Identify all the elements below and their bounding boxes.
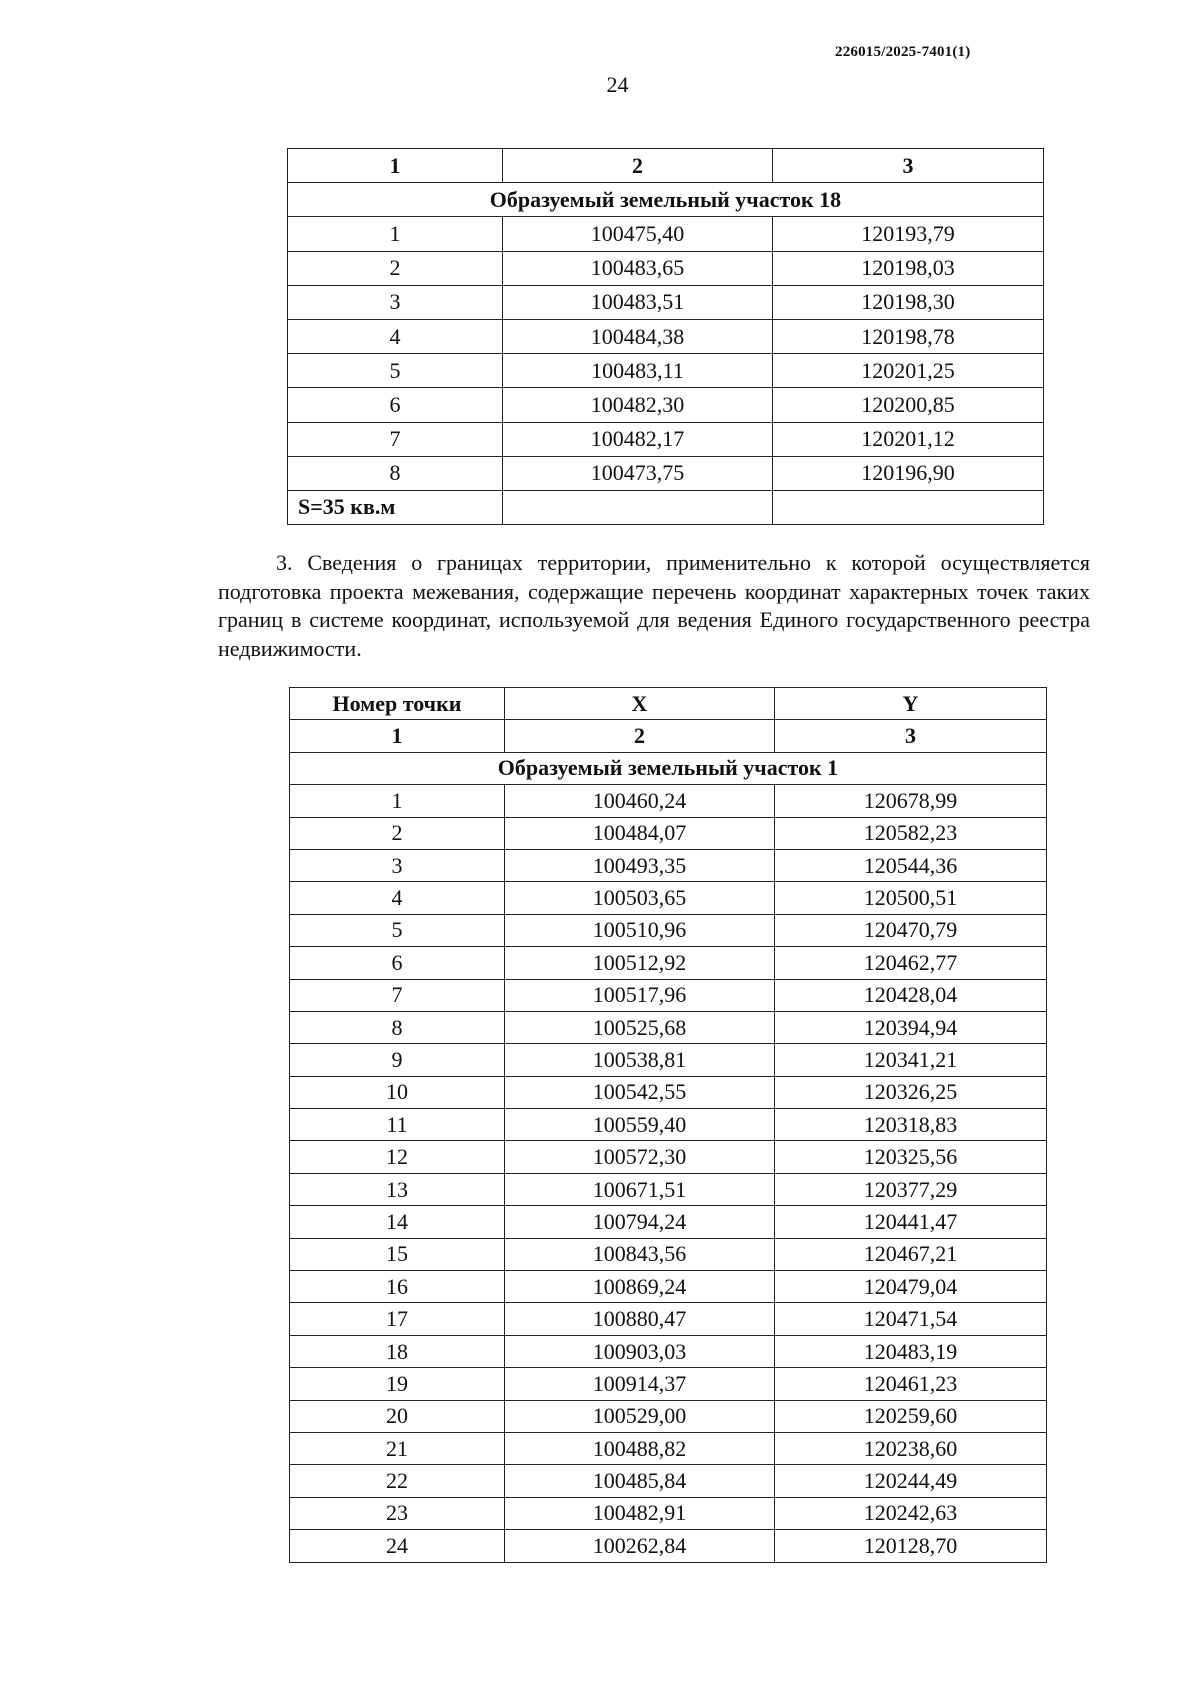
area-row xyxy=(288,490,1044,524)
point-number-cell: 10 xyxy=(290,1076,505,1108)
table-row xyxy=(290,1465,1047,1497)
table-row xyxy=(290,817,1047,849)
x-coordinate-cell: 100525,68 xyxy=(505,1011,775,1043)
y-coordinate-cell: 120196,90 xyxy=(773,456,1044,490)
x-coordinate-cell: 100529,00 xyxy=(505,1400,775,1432)
table-row xyxy=(290,1173,1047,1205)
empty-cell xyxy=(773,490,1044,524)
x-coordinate-cell: 100538,81 xyxy=(505,1044,775,1076)
y-coordinate-cell: 120500,51 xyxy=(775,882,1047,914)
y-coordinate-cell: 120244,49 xyxy=(775,1465,1047,1497)
section-title: Образуемый земельный участок 18 xyxy=(288,183,1044,217)
point-number-cell: 4 xyxy=(288,319,503,353)
area-value: S=35 кв.м xyxy=(288,490,503,524)
column-number-cell: 2 xyxy=(503,149,773,183)
table-row xyxy=(290,1303,1047,1335)
column-number-cell: 3 xyxy=(775,720,1047,752)
table-row xyxy=(290,1076,1047,1108)
table-row xyxy=(288,285,1044,319)
point-number-cell: 1 xyxy=(288,217,503,251)
x-coordinate-cell: 100671,51 xyxy=(505,1173,775,1205)
y-coordinate-cell: 120582,23 xyxy=(775,817,1047,849)
table-row xyxy=(290,1335,1047,1367)
x-coordinate-cell: 100262,84 xyxy=(505,1530,775,1562)
x-coordinate-cell: 100493,35 xyxy=(505,849,775,881)
document-registration-number: 226015/2025-7401(1) xyxy=(835,44,971,60)
y-coordinate-cell: 120201,12 xyxy=(773,422,1044,456)
table-row xyxy=(290,849,1047,881)
x-coordinate-cell: 100503,65 xyxy=(505,882,775,914)
x-coordinate-cell: 100880,47 xyxy=(505,1303,775,1335)
y-coordinate-cell: 120441,47 xyxy=(775,1206,1047,1238)
point-number-cell: 15 xyxy=(290,1238,505,1270)
y-coordinate-cell: 120462,77 xyxy=(775,947,1047,979)
column-number-row xyxy=(288,149,1044,183)
y-coordinate-cell: 120325,56 xyxy=(775,1141,1047,1173)
table-row xyxy=(288,251,1044,285)
point-number-cell: 4 xyxy=(290,882,505,914)
y-coordinate-cell: 120428,04 xyxy=(775,979,1047,1011)
point-number-cell: 2 xyxy=(288,251,503,285)
y-coordinate-cell: 120238,60 xyxy=(775,1432,1047,1464)
y-coordinate-cell: 120128,70 xyxy=(775,1530,1047,1562)
y-coordinate-cell: 120678,99 xyxy=(775,785,1047,817)
y-coordinate-cell: 120242,63 xyxy=(775,1497,1047,1529)
point-number-cell: 18 xyxy=(290,1335,505,1367)
table-row xyxy=(288,388,1044,422)
point-number-cell: 19 xyxy=(290,1368,505,1400)
x-coordinate-cell: 100485,84 xyxy=(505,1465,775,1497)
y-coordinate-cell: 120198,30 xyxy=(773,285,1044,319)
x-coordinate-cell: 100473,75 xyxy=(503,456,773,490)
x-coordinate-cell: 100510,96 xyxy=(505,914,775,946)
column-number-cell: 3 xyxy=(773,149,1044,183)
point-number-cell: 6 xyxy=(288,388,503,422)
empty-cell xyxy=(503,490,773,524)
y-coordinate-cell: 120200,85 xyxy=(773,388,1044,422)
table-row xyxy=(290,1109,1047,1141)
y-coordinate-cell: 120470,79 xyxy=(775,914,1047,946)
point-number-cell: 12 xyxy=(290,1141,505,1173)
x-coordinate-cell: 100482,30 xyxy=(503,388,773,422)
point-number-cell: 14 xyxy=(290,1206,505,1238)
table-row xyxy=(290,1141,1047,1173)
page-number: 24 xyxy=(606,72,629,97)
x-coordinate-cell: 100483,51 xyxy=(503,285,773,319)
x-coordinate-cell: 100484,07 xyxy=(505,817,775,849)
point-number-cell: 3 xyxy=(288,285,503,319)
x-coordinate-cell: 100572,30 xyxy=(505,1141,775,1173)
x-coordinate-cell: 100475,40 xyxy=(503,217,773,251)
point-number-cell: 9 xyxy=(290,1044,505,1076)
section-title-row xyxy=(290,752,1047,784)
x-coordinate-cell: 100794,24 xyxy=(505,1206,775,1238)
y-coordinate-cell: 120259,60 xyxy=(775,1400,1047,1432)
table-row xyxy=(288,354,1044,388)
point-number-cell: 16 xyxy=(290,1271,505,1303)
table-row xyxy=(288,319,1044,353)
x-coordinate-cell: 100482,91 xyxy=(505,1497,775,1529)
x-coordinate-cell: 100488,82 xyxy=(505,1432,775,1464)
y-coordinate-cell: 120198,03 xyxy=(773,251,1044,285)
y-coordinate-cell: 120394,94 xyxy=(775,1011,1047,1043)
coordinates-table-plot-18 xyxy=(287,148,1044,525)
table-row xyxy=(290,1530,1047,1562)
point-number-cell: 8 xyxy=(288,456,503,490)
y-coordinate-cell: 120461,23 xyxy=(775,1368,1047,1400)
table-row xyxy=(290,1238,1047,1270)
column-number-cell: 1 xyxy=(290,720,505,752)
y-coordinate-cell: 120326,25 xyxy=(775,1076,1047,1108)
table-row xyxy=(288,217,1044,251)
x-coordinate-cell: 100542,55 xyxy=(505,1076,775,1108)
table-row xyxy=(290,1011,1047,1043)
section-title-row xyxy=(288,183,1044,217)
coordinates-table-plot-1-body xyxy=(290,688,1047,1563)
point-number-cell: 20 xyxy=(290,1400,505,1432)
table-row xyxy=(290,882,1047,914)
section-title: Образуемый земельный участок 1 xyxy=(290,752,1047,784)
x-coordinate-cell: 100517,96 xyxy=(505,979,775,1011)
y-coordinate-cell: 120467,21 xyxy=(775,1238,1047,1270)
header-y: Y xyxy=(775,688,1047,720)
point-number-cell: 21 xyxy=(290,1432,505,1464)
table-row xyxy=(290,947,1047,979)
point-number-cell: 7 xyxy=(290,979,505,1011)
y-coordinate-cell: 120201,25 xyxy=(773,354,1044,388)
point-number-cell: 8 xyxy=(290,1011,505,1043)
point-number-cell: 23 xyxy=(290,1497,505,1529)
point-number-cell: 6 xyxy=(290,947,505,979)
y-coordinate-cell: 120377,29 xyxy=(775,1173,1047,1205)
point-number-cell: 3 xyxy=(290,849,505,881)
x-coordinate-cell: 100903,03 xyxy=(505,1335,775,1367)
x-coordinate-cell: 100512,92 xyxy=(505,947,775,979)
x-coordinate-cell: 100869,24 xyxy=(505,1271,775,1303)
table-row xyxy=(290,1432,1047,1464)
point-number-cell: 5 xyxy=(290,914,505,946)
table-row xyxy=(290,1497,1047,1529)
point-number-cell: 7 xyxy=(288,422,503,456)
table-row xyxy=(290,1044,1047,1076)
table-row xyxy=(288,422,1044,456)
y-coordinate-cell: 120193,79 xyxy=(773,217,1044,251)
y-coordinate-cell: 120198,78 xyxy=(773,319,1044,353)
table-row xyxy=(288,456,1044,490)
y-coordinate-cell: 120341,21 xyxy=(775,1044,1047,1076)
y-coordinate-cell: 120483,19 xyxy=(775,1335,1047,1367)
point-number-cell: 24 xyxy=(290,1530,505,1562)
x-coordinate-cell: 100482,17 xyxy=(503,422,773,456)
column-number-cell: 2 xyxy=(505,720,775,752)
y-coordinate-cell: 120318,83 xyxy=(775,1109,1047,1141)
header-point-number: Номер точки xyxy=(290,688,505,720)
table-row xyxy=(290,1368,1047,1400)
y-coordinate-cell: 120471,54 xyxy=(775,1303,1047,1335)
column-number-row xyxy=(290,720,1047,752)
table-row xyxy=(290,785,1047,817)
x-coordinate-cell: 100460,24 xyxy=(505,785,775,817)
header-x: X xyxy=(505,688,775,720)
x-coordinate-cell: 100559,40 xyxy=(505,1109,775,1141)
point-number-cell: 1 xyxy=(290,785,505,817)
x-coordinate-cell: 100484,38 xyxy=(503,319,773,353)
x-coordinate-cell: 100483,65 xyxy=(503,251,773,285)
table-row xyxy=(290,979,1047,1011)
coordinates-table-plot-18-body xyxy=(288,149,1044,525)
x-coordinate-cell: 100843,56 xyxy=(505,1238,775,1270)
point-number-cell: 13 xyxy=(290,1173,505,1205)
table-row xyxy=(290,1400,1047,1432)
y-coordinate-cell: 120544,36 xyxy=(775,849,1047,881)
column-number-cell: 1 xyxy=(288,149,503,183)
point-number-cell: 2 xyxy=(290,817,505,849)
boundary-description-paragraph: 3. Сведения о границах территории, применительно к которой осуществляется подготовка проекта межевания, содержащие перечень координат характерных точек таких границ в системе координат, используемой для ведения Единого государственного реестра недвижимости. xyxy=(218,550,1090,661)
table-row xyxy=(290,1271,1047,1303)
table-row xyxy=(290,1206,1047,1238)
point-number-cell: 5 xyxy=(288,354,503,388)
x-coordinate-cell: 100914,37 xyxy=(505,1368,775,1400)
x-coordinate-cell: 100483,11 xyxy=(503,354,773,388)
point-number-cell: 17 xyxy=(290,1303,505,1335)
header-row xyxy=(290,688,1047,720)
table-row xyxy=(290,914,1047,946)
y-coordinate-cell: 120479,04 xyxy=(775,1271,1047,1303)
point-number-cell: 22 xyxy=(290,1465,505,1497)
point-number-cell: 11 xyxy=(290,1109,505,1141)
coordinates-table-plot-1 xyxy=(289,687,1047,1563)
